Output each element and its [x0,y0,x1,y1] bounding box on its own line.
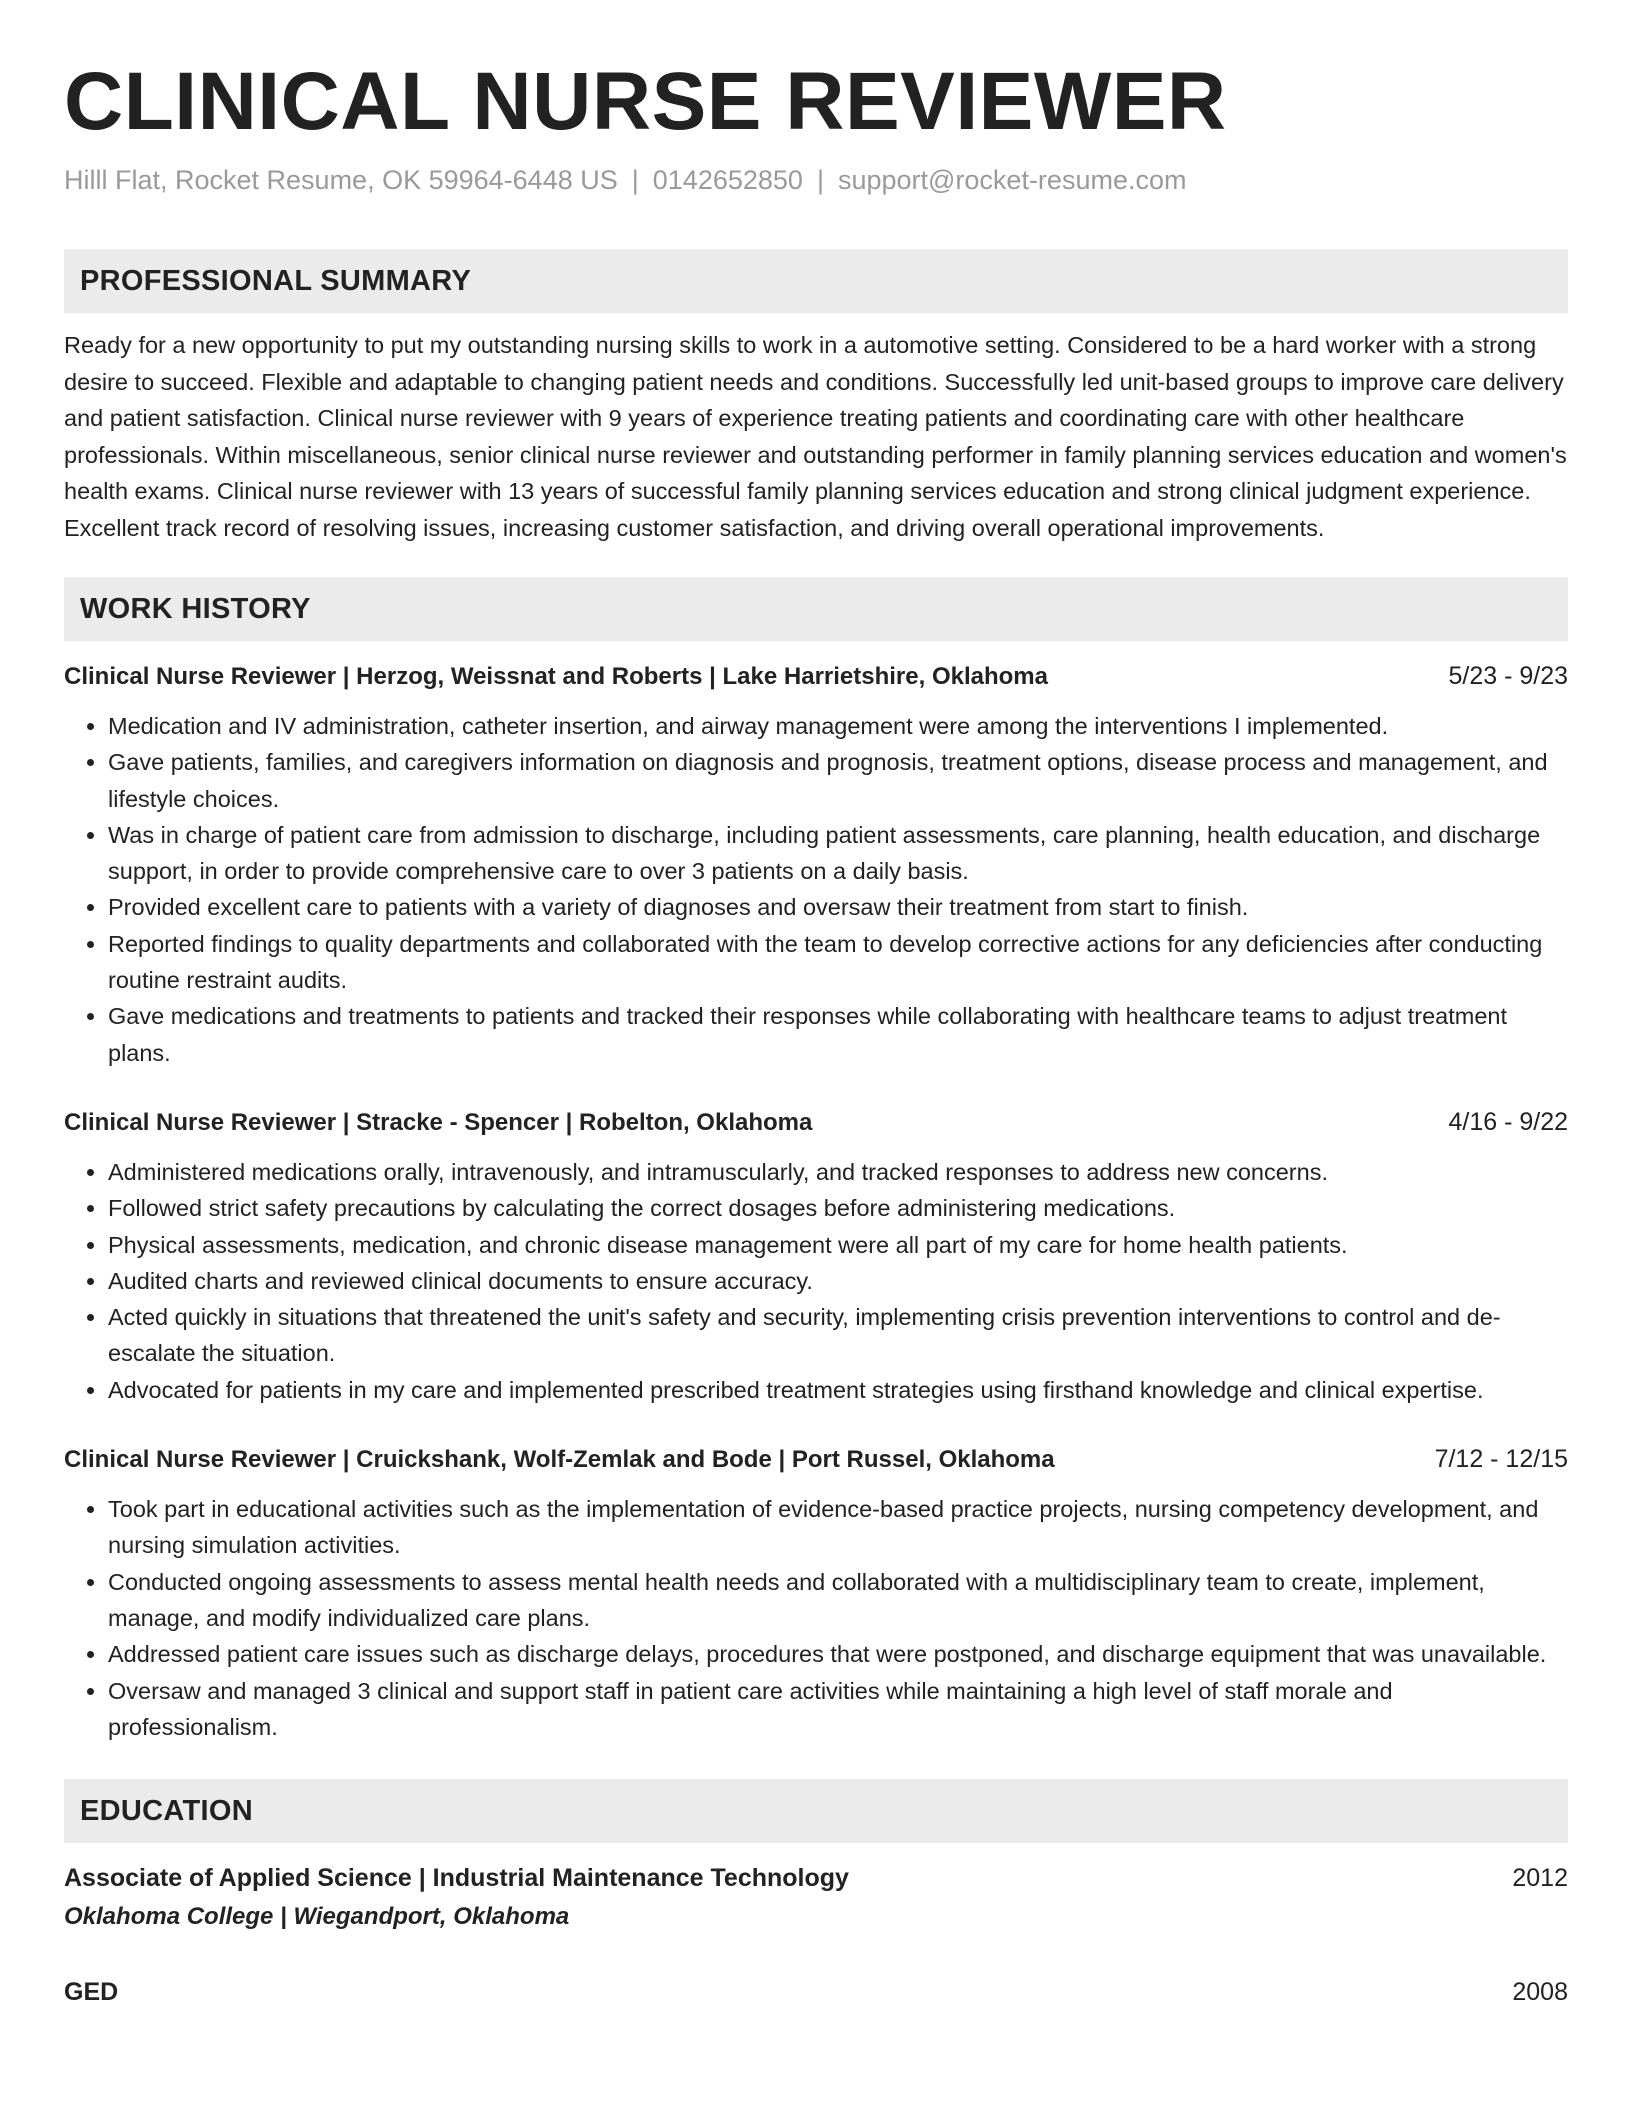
job-bullet: • Oversaw and managed 3 clinical and support staff in patient care activities while maintaining a high level of staff morale and professionalism. [108,1673,1568,1746]
job-bullet-list [64,1491,1568,1745]
job-bullet: • Addressed patient care issues such as discharge delays, procedures that were postponed, and discharge equipment that was unavailable. [108,1636,1568,1672]
education-row [64,1861,1568,1895]
education-year: 2012 [1512,1864,1568,1893]
job-bullet-list [64,1154,1568,1408]
contact-phone: 0142652850 [652,165,803,195]
job-entry [64,659,1568,1071]
job-bullet: • Reported findings to quality departments and collaborated with the team to develop corrective actions for any deficiencies after conducting routine restraint audits. [108,926,1568,999]
education-degree: GED [64,1978,119,2007]
job-dates: 4/16 - 9/22 [1448,1107,1568,1136]
job-title: Clinical Nurse Reviewer | Cruickshank, Wolf-Zemlak and Bode | Port Russel, Oklahoma [64,1446,1055,1474]
job-bullet: • Took part in educational activities such as the implementation of evidence-based practice projects, nursing competency development, and nursing simulation activities. [108,1491,1568,1564]
contact-email: support@rocket-resume.com [837,165,1187,195]
section-heading-work-history: WORK HISTORY [64,577,1568,641]
job-bullet: • Advocated for patients in my care and implemented prescribed treatment strategies using firsthand knowledge and clinical expertise. [108,1372,1568,1408]
job-entry [64,1442,1568,1745]
job-bullet: • Was in charge of patient care from admission to discharge, including patient assessments, care planning, health education, and discharge support, in order to provide comprehensive care to over 3 patients on a daily basis. [108,817,1568,890]
job-title-row [64,659,1568,694]
job-title-row [64,1442,1568,1477]
education-entry [64,1975,1568,2009]
job-title: Clinical Nurse Reviewer | Stracke - Spencer | Robelton, Oklahoma [64,1108,813,1136]
job-bullet: • Acted quickly in situations that threatened the unit's safety and security, implementing crisis prevention interventions to control and de-escalate the situation. [108,1299,1568,1372]
job-dates: 7/12 - 12/15 [1434,1445,1568,1474]
education-school: Oklahoma College | Wiegandport, Oklahoma [64,1903,570,1931]
job-bullet: • Gave medications and treatments to patients and tracked their responses while collaborating with healthcare teams to adjust treatment plans. [108,998,1568,1071]
job-dates: 5/23 - 9/23 [1448,662,1568,690]
contact-separator: | [631,165,639,195]
job-bullet: • Medication and IV administration, catheter insertion, and airway management were among the interventions I implemented. [108,708,1568,744]
education-degree: Associate of Applied Science | Industrial Maintenance Technology [64,1864,849,1893]
job-bullet: • Conducted ongoing assessments to assess mental health needs and collaborated with a multidisciplinary team to create, implement, manage, and modify individualized care plans. [108,1564,1568,1637]
resume-name: CLINICAL NURSE REVIEWER [64,56,1227,147]
job-bullet: • Gave patients, families, and caregivers information on diagnosis and prognosis, treatment options, disease process and management, and lifestyle choices. [108,744,1568,817]
job-bullet-list [64,708,1568,1071]
job-bullet: • Followed strict safety precautions by calculating the correct dosages before administering medications. [108,1190,1568,1226]
job-title-row [64,1105,1568,1140]
job-bullet: • Administered medications orally, intravenously, and intramuscularly, and tracked responses to address new concerns. [108,1154,1568,1190]
education-year: 2008 [1512,1978,1568,2007]
job-entry [64,1105,1568,1408]
job-bullet: • Physical assessments, medication, and chronic disease management were all part of my care for home health patients. [108,1227,1568,1263]
contact-separator: | [816,165,824,195]
job-bullet: • Audited charts and reviewed clinical documents to ensure accuracy. [108,1263,1568,1299]
summary-text: Ready for a new opportunity to put my outstanding nursing skills to work in a automotive setting. Considered to be a hard worker with a strong desire to succeed. Flexible and adaptable to changing patient needs and conditions. Successfully led unit-based groups to improve care delivery and patient satisfaction. Clinical nurse reviewer with 9 years of experience treating patients and coordinating care with other healthcare professionals. Within miscellaneous, senior clinical nurse reviewer and outstanding performer in family planning services education and women's health exams. Clinical nurse reviewer with 13 years of successful family planning services education and strong clinical judgment experience. Excellent track record of resolving issues, increasing customer satisfaction, and driving overall operational improvements. [64,332,1567,541]
contact-line [64,162,1568,198]
contact-address: Hilll Flat, Rocket Resume, OK 59964-6448 US [64,165,618,195]
section-heading-summary: PROFESSIONAL SUMMARY [64,249,1568,313]
resume-page [64,52,1568,2009]
job-bullet: • Provided excellent care to patients with a variety of diagnoses and oversaw their treatment from start to finish. [108,889,1568,925]
job-title: Clinical Nurse Reviewer | Herzog, Weissnat and Roberts | Lake Harrietshire, Oklahoma [64,663,1048,690]
education-entry [64,1861,1568,1935]
section-heading-education: EDUCATION [64,1779,1568,1843]
education-row [64,1975,1568,2009]
